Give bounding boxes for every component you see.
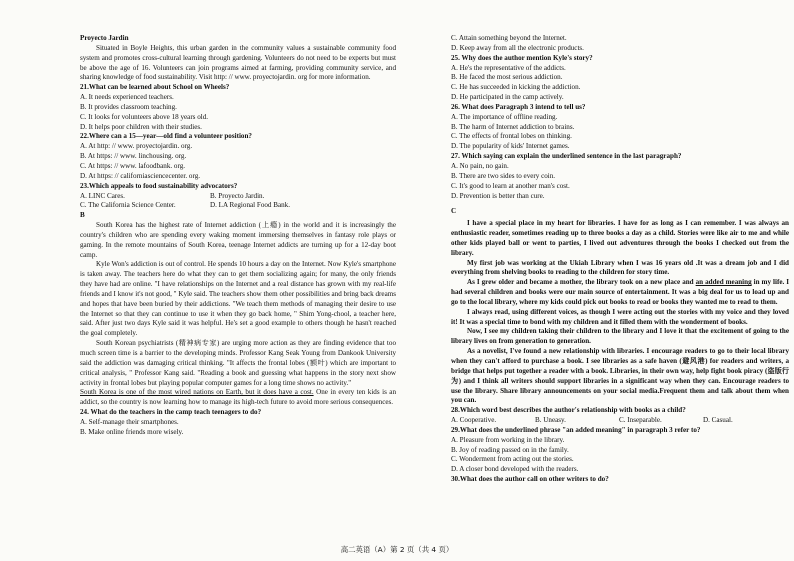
- q29-option: C. Wonderment from acting out the stories.: [451, 455, 574, 464]
- question-28: 28.Which word best describes the author's relationship with books as a child?: [451, 406, 686, 415]
- q26-option: D. The popularity of kids' Internet games.: [451, 142, 570, 151]
- q22-option: B. At https: // www. linchousing. org.: [80, 152, 187, 161]
- q23-option: D. LA Regional Food Bank.: [210, 201, 290, 210]
- q28-option: C. Inseparable.: [619, 416, 662, 425]
- q23-option: A. LINC Cares.: [80, 191, 125, 200]
- q26-option: B. The harm of Internet addiction to brains.: [451, 122, 575, 131]
- q23-option: C. The California Science Center.: [80, 201, 176, 210]
- q21-option: A. It needs experienced teachers.: [80, 93, 174, 102]
- q27-option: D. Prevention is better than cure.: [451, 191, 545, 200]
- q24-option: A. Self-manage their smartphones.: [80, 417, 179, 426]
- passage-b-paragraph: Kyle Won's addiction is out of control. He spends 10 hours a day on the Internet. Now Kyle's smartphone is taken away. The teachers here do what they can to get them socializing again; for many, the only friends they have had are online. "I have relationships on the Internet and a real distance has grown with my real-life friends and I know it's not good, " Kyle said. The teachers show them other possibilities and bring back dreams and hopes that have been buried by their addictions. "We teach them methods of managing their desire to use the Internet so that they can continue to use it when they go back home, " Shim Yong-chool, a teacher here, said. After just two days Kyle said it was helpful. He's set a good example to others though he hasn't reached the goal completely.: [80, 260, 396, 338]
- q24-option: C. Attain something beyond the Internet.: [451, 34, 567, 42]
- question-26: 26. What does Paragraph 3 intend to tell us?: [451, 102, 586, 111]
- question-25: 25. Why does the author mention Kyle's story?: [451, 53, 593, 62]
- q22-option: A. At http: // www. proyectojardin. org.: [80, 142, 193, 151]
- question-21: 21.What can be learned about School on Wheels?: [80, 83, 230, 92]
- left-column: [80, 34, 396, 438]
- section-b-heading: B: [80, 211, 85, 220]
- q25-option: B. He faced the most serious addiction.: [451, 73, 563, 82]
- question-27: 27. Which saying can explain the underlined sentence in the last paragraph?: [451, 152, 682, 161]
- q26-option: C. The effects of frontal lobes on thinking.: [451, 132, 572, 141]
- question-24: 24. What do the teachers in the camp teach teenagers to do?: [80, 408, 262, 417]
- q24-option: B. Make online friends more wisely.: [80, 427, 184, 436]
- q27-option: A. No pain, no gain.: [451, 161, 509, 170]
- q22-option: C. At https: // www. lafoodbank. org.: [80, 161, 186, 170]
- passage-c-paragraph: Now, I see my children taking their children to the library and I love it that the excitement of going to the library lives on from generation to generation.: [451, 327, 789, 346]
- question-30: 30.What does the author call on other writers to do?: [451, 475, 609, 484]
- q25-option: C. He has succeeded in kicking the addiction.: [451, 83, 581, 92]
- passage-c-paragraph: I have a special place in my heart for libraries. I have for as long as I can remember. I was always an enthusiastic reader, sometimes reading up to three books a day as a child. Stories were like air to me and while other kids played ball or went to parties, I lived out adventures through the books I checked out from the library.: [451, 219, 789, 257]
- passage-b-text: One in every ten kids is an addict, so the country is now learning how to manage its high-tech future to avoid more serious consequences.: [80, 388, 397, 407]
- passage-c-paragraph: [451, 278, 789, 308]
- section-c-heading: C: [451, 207, 457, 216]
- q23-options-row: [80, 192, 396, 202]
- q25-option: A. He's the representative of the addicts.: [451, 63, 566, 72]
- underlined-sentence: South Korea is one of the most wired nations on Earth, but it does have a cost.: [80, 388, 314, 397]
- q21-option: D. It helps poor children with their studies.: [80, 122, 202, 131]
- question-29: 29.What does the underlined phrase "an added meaning" in paragraph 3 refer to?: [451, 425, 701, 434]
- question-23: 23.Which appeals to food sustainability advocators?: [80, 181, 238, 190]
- q28-options-row: [451, 416, 789, 426]
- q27-option: C. It's good to learn at another man's cost.: [451, 181, 570, 190]
- passage-c-paragraph: As a novelist, I've found a new relationship with libraries. I encourage readers to go to their local library when they can't afford to purchase a book. I see libraries as a safe haven (避风港) for readers and writers, a bridge that helps put together a reader with a book. Libraries, in their own way, help fight book piracy (盗版行为) and I think all writers should support libraries in a significant way when they can. Encourage readers to use the library. Share library announcements on your social media.Frequent them and talk about them when you can.: [451, 347, 789, 405]
- right-column: [451, 34, 789, 485]
- q28-option: D. Casual.: [703, 416, 733, 425]
- q21-option: C. It looks for volunteers above 18 years old.: [80, 112, 209, 121]
- q25-option: D. He participated in the camp actively.: [451, 93, 564, 102]
- question-22: 22.Where can a 15—year—old find a volunteer position?: [80, 132, 252, 141]
- passage-c-text: As I grew older and became a mother, the library took on a new place and: [467, 278, 696, 287]
- q23-options-row: [80, 201, 396, 211]
- q28-option: B. Uneasy.: [535, 416, 566, 425]
- passage-b-paragraph: [80, 388, 396, 408]
- page-footer: 高二英语（A）第 2 页（共 4 页）: [340, 545, 454, 554]
- q24-option: D. Keep away from all the electronic products.: [451, 43, 584, 52]
- q22-option: D. At https: // californiasciencecenter. org.: [80, 171, 201, 180]
- passage-c-text: in my life. I had several children and books were our main source of entertainment. It was a big deal for us to load up and go to the local library, where my kids could pick out books to read or books they wanted me to read to them.: [451, 278, 789, 306]
- q27-option: B. There are two sides to every coin.: [451, 171, 556, 180]
- passage-c-paragraph: My first job was working at the Ukiah Library when I was 16 years old .It was a dream job and I did everything from shelving books to reading to the children for story time.: [451, 258, 789, 277]
- passage-b-paragraph: South Korean psychiatrists (精神病专家) are urging more action as they are finding evidence that too much screen time is a barrier to the developing minds. Professor Kang Seak Young from Dankook University said the addiction was damaging critical thinking. "It affects the frontal lobes (额叶) which are important to critical analysis, " Professor Kang said. "Reading a book and guessing what happens in the story next show activity in frontal lobes but playing popular computer games for a long time shows no activity.": [80, 339, 396, 387]
- passage-b-paragraph: South Korea has the highest rate of Internet addiction (上瘾) in the world and it is increasingly the country's children who are spending every waking moment immersing themselves in fantasy role plays or gaming. In the remote mountains of South Korea, teenage Internet addicts are turning up for a 12-day boot camp.: [80, 221, 396, 259]
- passage-title: Proyecto Jardin: [80, 34, 129, 42]
- passage-a-intro: Situated in Boyle Heights, this urban garden in the community values a sustainable community food system and promotes cross-cultural learning through gardening. Volunteers do not need to be experts but must be above the age of 16. Volunteers can join programs aimed at farming, providing community service, and sharing knowledge of food sustainability. Visit http: // www. proyectojardin. org for more information.: [80, 43, 396, 82]
- q21-option: B. It provides classroom teaching.: [80, 102, 177, 111]
- underlined-phrase: an added meaning: [695, 278, 752, 287]
- passage-c-paragraph: I always read, using different voices, as though I were acting out the stories with my voice and they loved it! It was a special time to bond with my children and it filled them with the wonderment of books.: [451, 307, 789, 326]
- q29-option: A. Pleasure from working in the library.: [451, 435, 565, 444]
- q26-option: A. The importance of offline reading.: [451, 112, 558, 121]
- q29-option: D. A closer bond developed with the readers.: [451, 465, 579, 474]
- q28-option: A. Cooperative.: [451, 416, 497, 425]
- q23-option: B. Proyecto Jardin.: [210, 191, 265, 200]
- q29-option: B. Joy of reading passed on in the family.: [451, 445, 569, 454]
